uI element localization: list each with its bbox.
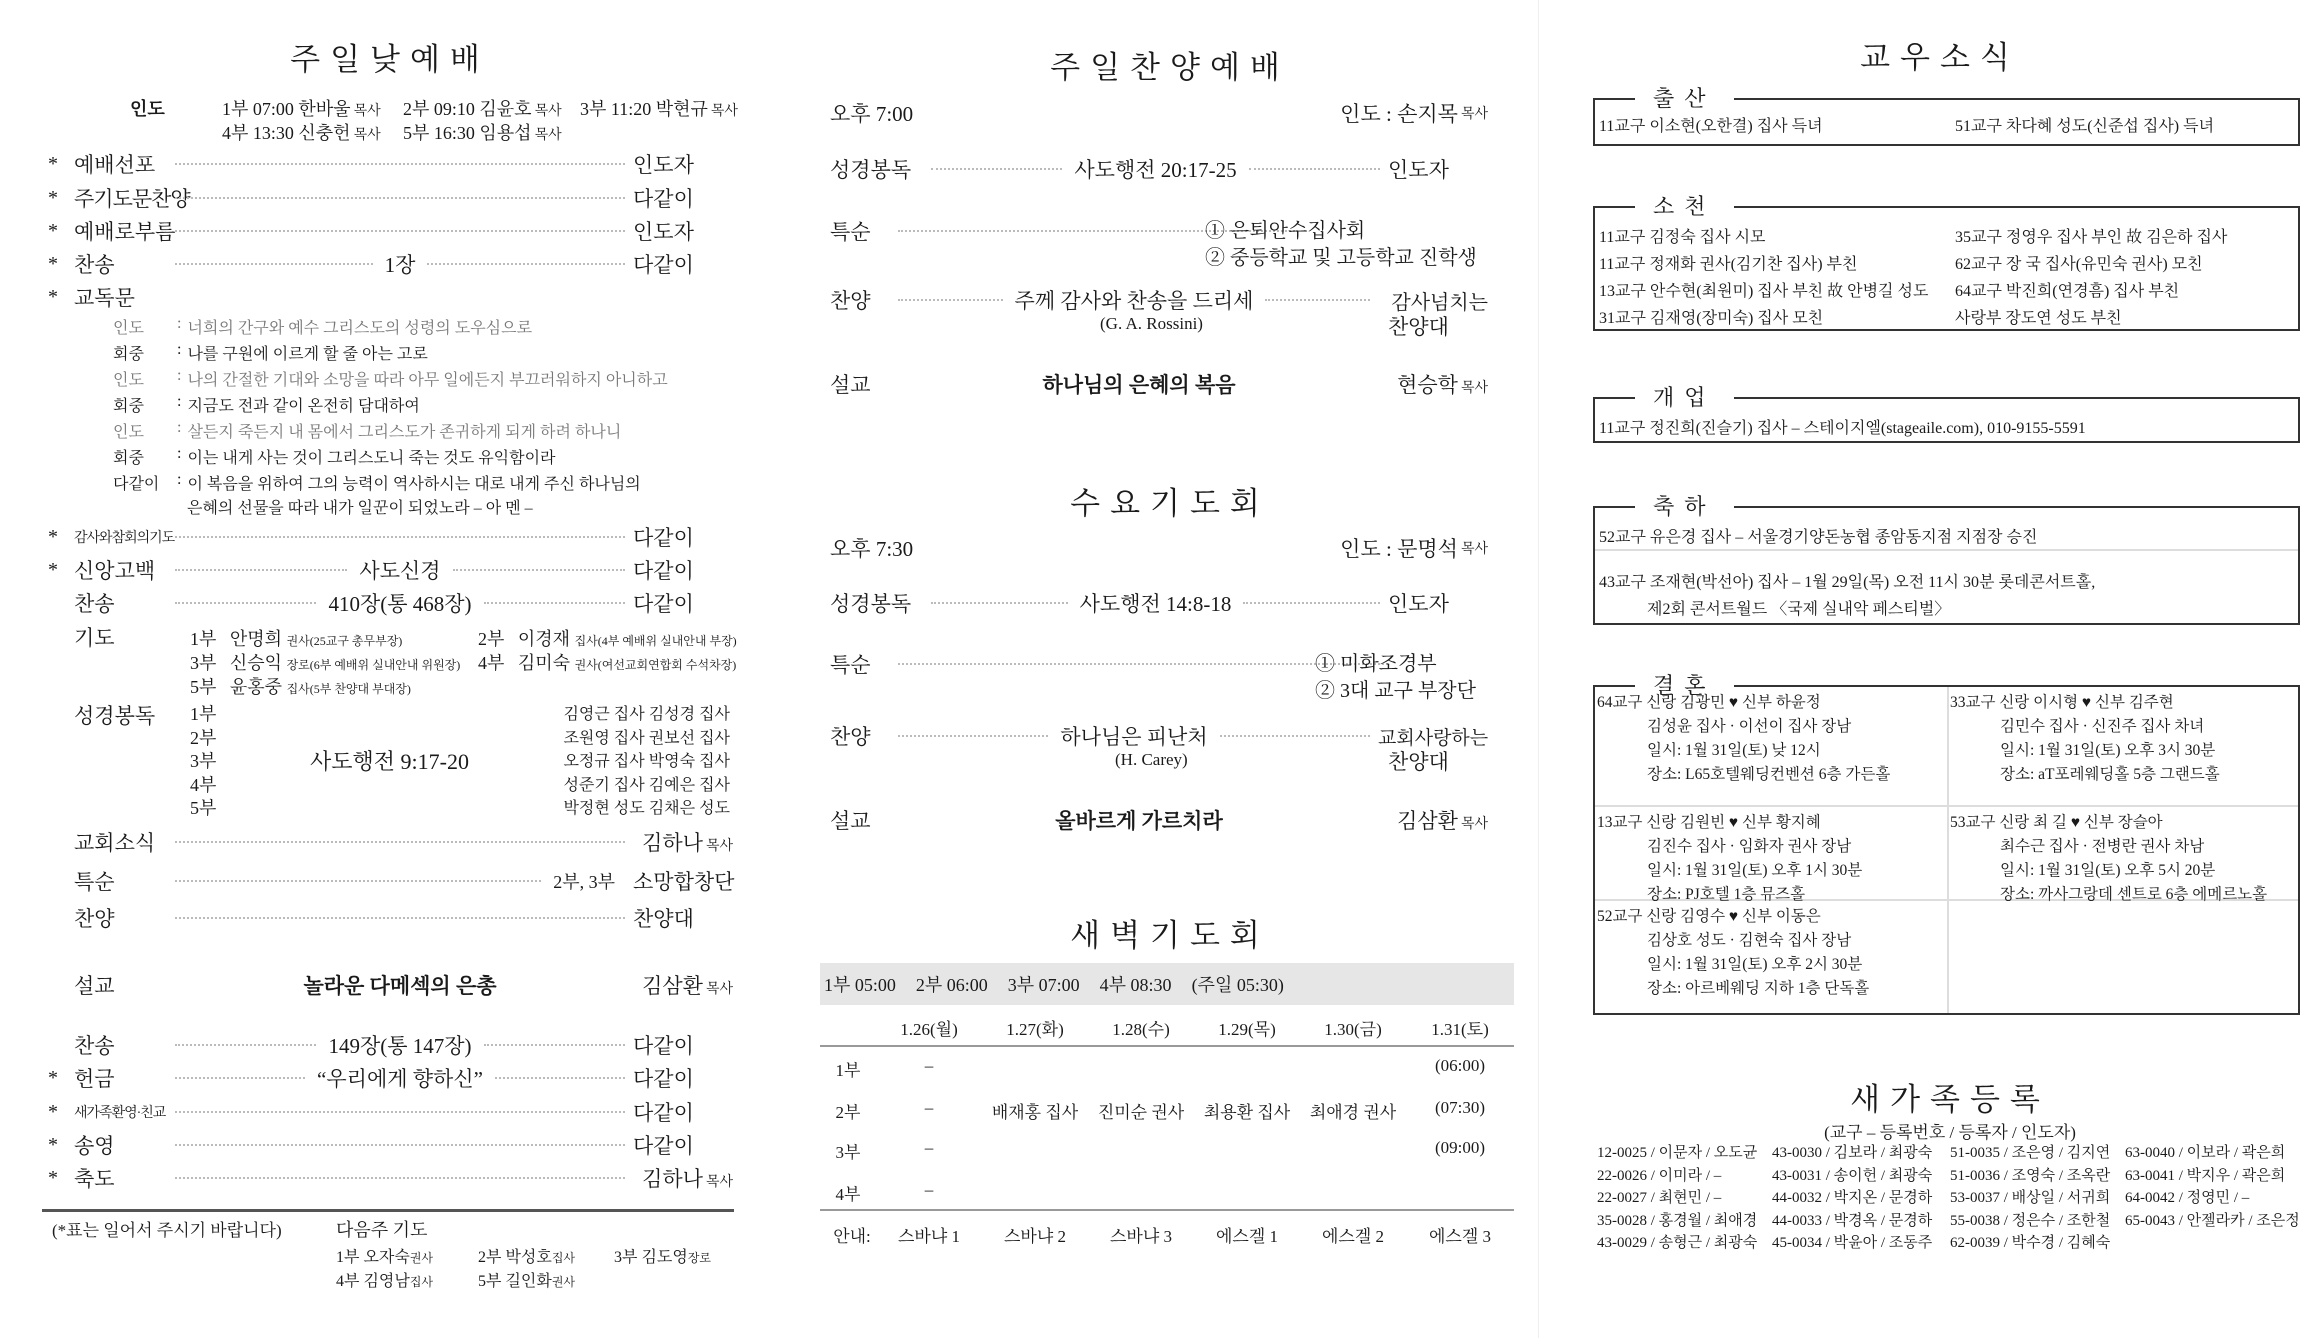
next-week-prayer: 2부 박성호집사 (478, 1249, 576, 1266)
scripture-readers: 김영근 집사 김성경 집사 조원영 집사 권보선 집사 오정규 집사 박영숙 집사 성준기 집사 김예은 집사 박정현 성도 김채은 성도 (563, 706, 730, 817)
wedding-item: 52교구 신랑 김영수 ♥ 신부 이동은 김상호 성도 · 김현숙 집사 장남 일시: 1월 31일(토) 오후 2시 30분 장소: 아르베웨딩 지하 1층 단독홀 (1597, 908, 1870, 997)
sermon-item: 설교 하나님의 은혜의 복음 현승학 목사 (830, 373, 1488, 397)
table-cell: 진미순 권사 (1097, 1103, 1185, 1122)
section-title: 새벽기도회 (1070, 918, 1270, 953)
leader-4: 4부 13:30 신충헌 목사 (222, 123, 381, 143)
table-cell: 최애경 권사 (1309, 1103, 1397, 1122)
box-heading: 축하 (1635, 490, 1734, 521)
business-box (1593, 385, 2300, 443)
guide-cell: 스바냐 2 (1003, 1227, 1067, 1246)
new-family-column: 43-0030 / 김보라 / 최광숙 43-0031 / 송이헌 / 최광숙 44-0032 / 박지온 / 문경하 44-0033 / 박경옥 / 문경하 45-0034 / 박윤아 / 조동주 (1772, 1145, 1933, 1251)
table-cell: – (924, 1138, 934, 1157)
news-item: 52교구 유은경 집사 – 서울경기양돈농협 종암동지점 지점장 승진 (1599, 529, 2038, 546)
news-item: 31교구 김재영(장미숙) 집사 모친 (1599, 310, 1824, 327)
table-cell: (06:00) (1434, 1056, 1486, 1075)
box-heading: 소천 (1635, 190, 1734, 221)
responsive-line: 은혜의 선물을 따라 내가 일꾼이 되었노라 – 아 멘 – (187, 500, 533, 517)
news-item: 11교구 정진희(진슬기) 집사 – 스테이지엘(stageaile.com), 010-9155-5591 (1599, 420, 2086, 437)
leader-2: 2부 09:10 김윤호 목사 (403, 99, 562, 119)
order-item: * 감사와참회의기도 다같이 (48, 525, 694, 550)
table-cell: 배재홍 집사 (991, 1103, 1079, 1122)
order-item: 찬송 149장(통 147장) 다같이 (74, 1034, 694, 1058)
news-item: 62교구 장 국 집사(유민숙 권사) 모친 (1955, 256, 2203, 273)
news-item: 사랑부 장도연 성도 부친 (1955, 310, 2122, 327)
divider (42, 1209, 734, 1212)
order-item: 특순 (830, 216, 1488, 246)
date-header: 1.31(토) (1431, 1020, 1489, 1039)
guide-cell: 스바냐 1 (897, 1227, 961, 1246)
order-item: * 송영 다같이 (48, 1133, 694, 1158)
responsive-line: 회중 : 나를 구원에 이르게 할 줄 아는 고로 (113, 341, 428, 363)
news-item: 35교구 정영우 집사 부인 故 김은하 집사 (1955, 229, 2228, 246)
part-label: 4부 (835, 1185, 861, 1204)
wedding-item: 13교구 신랑 김원빈 ♥ 신부 황지혜 김진수 집사 · 임화자 권사 장남 일시: 1월 31일(토) 오후 1시 30분 장소: PJ호텔 1층 뮤즈홀 (1597, 814, 1863, 903)
date-header: 1.29(목) (1218, 1020, 1276, 1039)
section-title: 주일찬양예배 (1050, 50, 1290, 85)
next-week-prayer: 3부 김도영장로 (614, 1249, 712, 1266)
responsive-line: 인도 : 나의 간절한 기대와 소망을 따라 아무 일에든지 부끄러워하지 아니하고 (113, 367, 668, 389)
order-item: * 주기도문찬양 다같이 (48, 186, 694, 211)
date-header: 1.27(화) (1006, 1020, 1064, 1039)
wedding-item: 53교구 신랑 최 길 ♥ 신부 장슬아 최수근 집사 · 전병란 권사 차남 일시: 1월 31일(토) 오후 5시 20분 장소: 까사그랑데 센트로 6층 에메르노홀 (1950, 814, 2268, 903)
wedding-item: 64교구 신랑 김광민 ♥ 신부 하윤정 김성윤 집사 · 이선이 집사 장남 일시: 1월 31일(토) 낮 12시 장소: L65호텔웨딩컨벤션 6층 가든홀 (1597, 694, 1891, 783)
table-cell: 최용환 집사 (1203, 1103, 1291, 1122)
sermon-item: 설교 올바르게 가르치라 김삼환 목사 (830, 809, 1488, 833)
order-item: 특순 (830, 649, 1488, 679)
guide-cell: 에스겔 3 (1428, 1227, 1492, 1246)
order-item: 교회소식 김하나 목사 (74, 831, 733, 855)
divider (1947, 687, 1949, 1013)
table-cell: – (924, 1098, 934, 1117)
box-heading: 결혼 (1635, 669, 1734, 700)
next-week-prayer: 5부 길인화권사 (478, 1273, 576, 1290)
order-item: * 예배선포 인도자 (48, 152, 694, 177)
wedding-box (1593, 673, 2300, 1015)
new-family-column: 63-0040 / 이보라 / 곽은희 63-0041 / 박지우 / 곽은희 64-0042 / 정영민 / – 65-0043 / 안젤라카 / 조은정 (2125, 1145, 2300, 1229)
column-divider (1538, 0, 1539, 1338)
scripture-parts: 1부 2부 3부 4부 5부 (190, 704, 217, 818)
part-label: 3부 (835, 1143, 861, 1162)
birth-box (1593, 86, 2300, 146)
order-item: * 교독문 (48, 285, 135, 310)
responsive-line: 인도 : 너희의 간구와 예수 그리스도의 성령의 도우심으로 (113, 315, 533, 337)
order-item: 성경봉독 사도행전 20:17-25 인도자 (830, 158, 1449, 182)
table-cell: – (924, 1180, 934, 1199)
congrats-box (1593, 494, 2300, 625)
responsive-line: 회중 : 지금도 전과 같이 온전히 담대하여 (113, 393, 420, 415)
guide-cell: 에스겔 2 (1321, 1227, 1385, 1246)
new-family-column: 51-0035 / 조은영 / 김지연 51-0036 / 조영숙 / 조옥란 53-0037 / 배상일 / 서귀희 55-0038 / 정은수 / 조한철 62-0039 / 박수경 / 김혜숙 (1950, 1145, 2111, 1251)
order-item: 찬양 주께 감사와 찬송을 드리세 감사넘치는 (830, 289, 1488, 314)
order-item: 기도 (74, 626, 115, 650)
prayer-item: 1부 안명희 권사(25교구 총무부장) (190, 629, 403, 649)
box-heading: 출산 (1635, 82, 1734, 113)
date-header: 1.30(금) (1324, 1020, 1382, 1039)
dawn-times-band: 1부 05:00 2부 06:00 3부 07:00 4부 08:30 (주일 05:30) (820, 963, 1514, 1005)
news-item: 51교구 차다혜 성도(신준섭 집사) 득녀 (1955, 118, 2215, 135)
order-item: 찬양 하나님은 피난처 교회사랑하는 (830, 725, 1489, 749)
sermon-item: 설교 놀라운 다메섹의 은총 김삼환 목사 (74, 974, 733, 998)
order-item: * 찬송 1장 다같이 (48, 252, 694, 277)
special-list: ① 미화조경부 ② 3대 교구 부장단 (1315, 653, 1476, 702)
condolence-box (1593, 194, 2300, 331)
new-family-column: 12-0025 / 이문자 / 오도균 22-0026 / 이미라 / – 22-0027 / 최현민 / – 35-0028 / 홍경월 / 최애경 43-0029 / 송형근 / 최광숙 (1597, 1145, 1758, 1251)
scripture-passage: 사도행전 9:17-20 (310, 749, 469, 774)
leader-3: 3부 11:20 박현규 목사 (580, 99, 738, 119)
prayer-item: 3부 신승익 장로(6부 예배위 실내안내 위원장) (190, 653, 461, 673)
service-time-row: 오후 7:30 인도 : 문명석 목사 (830, 537, 1488, 561)
leader-5: 5부 16:30 임용섭 목사 (403, 123, 562, 143)
section-title: 새가족등록 (1850, 1082, 2050, 1117)
guide-cell: 스바냐 3 (1109, 1227, 1173, 1246)
prayer-item: 5부 윤홍중 집사(5부 찬양대 부대장) (190, 677, 411, 697)
order-item: 찬송 410장(통 468장) 다같이 (74, 592, 694, 616)
divider (1595, 549, 2298, 551)
responsive-line: 회중 : 이는 내게 사는 것이 그리스도니 죽는 것도 유익함이라 (113, 445, 556, 467)
order-item: 특순 2부, 3부 소망합창단 (74, 870, 735, 894)
new-family-subtitle: (교구 – 등록번호 / 등록자 / 인도자) (1824, 1123, 2076, 1142)
leaders-label: 인도 (130, 99, 165, 119)
order-item: 성경봉독 (74, 704, 156, 728)
responsive-line: 다같이 : 이 복음을 위하여 그의 능력이 역사하시는 대로 내게 주신 하나님의 (113, 471, 641, 493)
divider (820, 1045, 1514, 1047)
order-item: * 예배로부름 인도자 (48, 219, 694, 244)
composer: (G. A. Rossini) (1100, 314, 1203, 333)
order-item: * 축도 김하나 목사 (48, 1166, 733, 1191)
special-list: ① 은퇴안수집사회 ② 중등학교 및 고등학교 진학생 (1205, 220, 1477, 269)
choir: 찬양대 (1388, 315, 1449, 339)
news-item: 13교구 안수현(최원미) 집사 부친 故 안병길 성도 (1599, 283, 1929, 300)
next-week-prayer: 4부 김영남집사 (336, 1273, 434, 1290)
part-label: 1부 (835, 1061, 861, 1080)
choir: 찬양대 (1388, 750, 1449, 774)
order-item: * 헌금 “우리에게 향하신” 다같이 (48, 1066, 694, 1091)
news-item: 11교구 이소현(오한결) 집사 득녀 (1599, 118, 1823, 135)
responsive-line: 인도 : 살든지 죽든지 내 몸에서 그리스도가 존귀하게 되게 하려 하나니 (113, 419, 622, 441)
composer: (H. Carey) (1115, 750, 1188, 769)
date-header: 1.26(월) (900, 1020, 958, 1039)
divider (820, 1209, 1514, 1211)
section-title: 주일낮예배 (290, 42, 490, 77)
table-cell: (07:30) (1434, 1098, 1486, 1117)
section-title: 수요기도회 (1070, 486, 1270, 521)
leader-1: 1부 07:00 한바울 목사 (222, 99, 381, 119)
part-label: 2부 (835, 1103, 861, 1122)
standing-note: (*표는 일어서 주시기 바랍니다) (52, 1221, 282, 1240)
order-item: * 새가족환영·친교 다같이 (48, 1100, 694, 1125)
news-item: 43교구 조재현(박선아) 집사 – 1월 29일(목) 오전 11시 30분 롯데콘서트홀, (1599, 574, 2096, 591)
date-header: 1.28(수) (1112, 1020, 1170, 1039)
news-item: 11교구 정재화 권사(김기찬 집사) 부친 (1599, 256, 1858, 273)
divider (1595, 805, 2298, 807)
guide-cell: 에스겔 1 (1215, 1227, 1279, 1246)
section-title: 교우소식 (1860, 40, 2020, 75)
next-week-prayer: 1부 오자숙권사 (336, 1249, 434, 1266)
wedding-item: 33교구 신랑 이시형 ♥ 신부 김주현 김민수 집사 · 신진주 집사 차녀 일시: 1월 31일(토) 오후 3시 30분 장소: aT포레웨딩홀 5층 그랜드홀 (1950, 694, 2220, 783)
box-heading: 개업 (1635, 381, 1734, 412)
news-item: 11교구 김정숙 집사 시모 (1599, 229, 1766, 246)
service-time-row: 오후 7:00 인도 : 손지목 목사 (830, 102, 1488, 126)
order-item: 찬양 찬양대 (74, 907, 694, 931)
order-item: 성경봉독 사도행전 14:8-18 인도자 (830, 592, 1449, 616)
prayer-item: 4부 김미숙 권사(여선교회연합회 수석차장) (478, 653, 737, 673)
table-cell: (09:00) (1434, 1138, 1486, 1157)
guide-label: 안내: (833, 1227, 871, 1246)
news-item: 제2회 콘서트월드 〈국제 실내악 페스티벌〉 (1647, 601, 1951, 618)
news-item: 64교구 박진희(연경흠) 집사 부친 (1955, 283, 2180, 300)
next-week-label: 다음주 기도 (336, 1220, 428, 1240)
order-item: * 신앙고백 사도신경 다같이 (48, 558, 694, 583)
table-cell: – (924, 1056, 934, 1075)
prayer-item: 2부 이경재 집사(4부 예배위 실내안내 부장) (478, 629, 737, 649)
